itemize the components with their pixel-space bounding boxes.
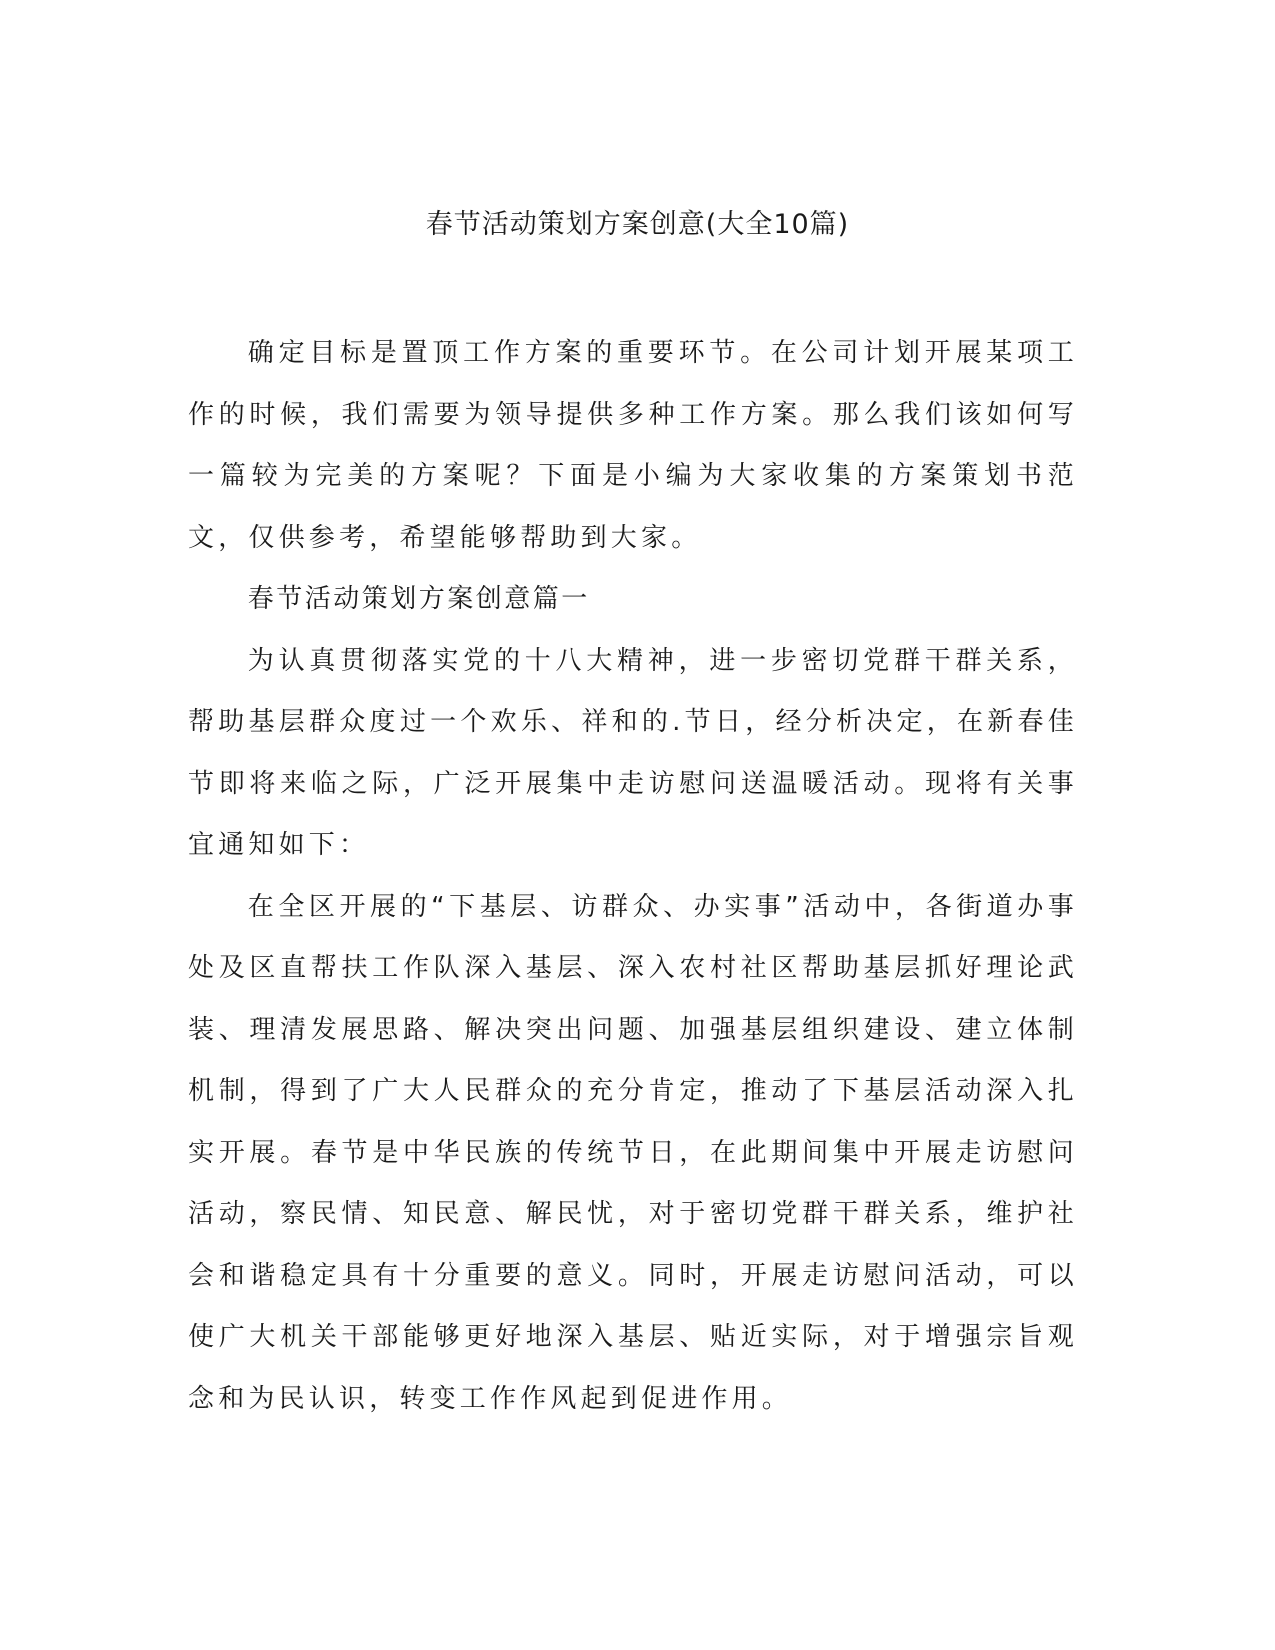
document-body <box>188 323 1078 1430</box>
body-paragraph-1: 为认真贯彻落实党的十八大精神，进一步密切党群干群关系，帮助基层群众度过一个欢乐、祥和的.节日，经分析决定，在新春佳节即将来临之际，广泛开展集中走访慰问送温暖活动。现将有关事宜通知如下： <box>188 645 1078 860</box>
document-title: 春节活动策划方案创意(大全10篇) <box>425 209 850 240</box>
intro-paragraph: 确定目标是置顶工作方案的重要环节。在公司计划开展某项工作的时候，我们需要为领导提供多种工作方案。那么我们该如何写一篇较为完美的方案呢？下面是小编为大家收集的方案策划书范文，仅供参考，希望能够帮助到大家。 <box>188 338 1078 553</box>
body-paragraph-2: 在全区开展的“下基层、访群众、办实事”活动中，各街道办事处及区直帮扶工作队深入基层、深入农村社区帮助基层抓好理论武装、理清发展思路、解决突出问题、加强基层组织建设、建立体制机制，得到了广大人民群众的充分肯定，推动了下基层活动深入扎实开展。春节是中华民族的传统节日，在此期间集中开展走访慰问活动，察民情、知民意、解民忧，对于密切党群干群关系，维护社会和谐稳定具有十分重要的意义。同时，开展走访慰问活动，可以使广大机关干部能够更好地深入基层、贴近实际，对于增强宗旨观念和为民认识，转变工作作风起到促进作用。 <box>188 891 1078 1414</box>
section-heading: 春节活动策划方案创意篇一 <box>247 584 590 614</box>
